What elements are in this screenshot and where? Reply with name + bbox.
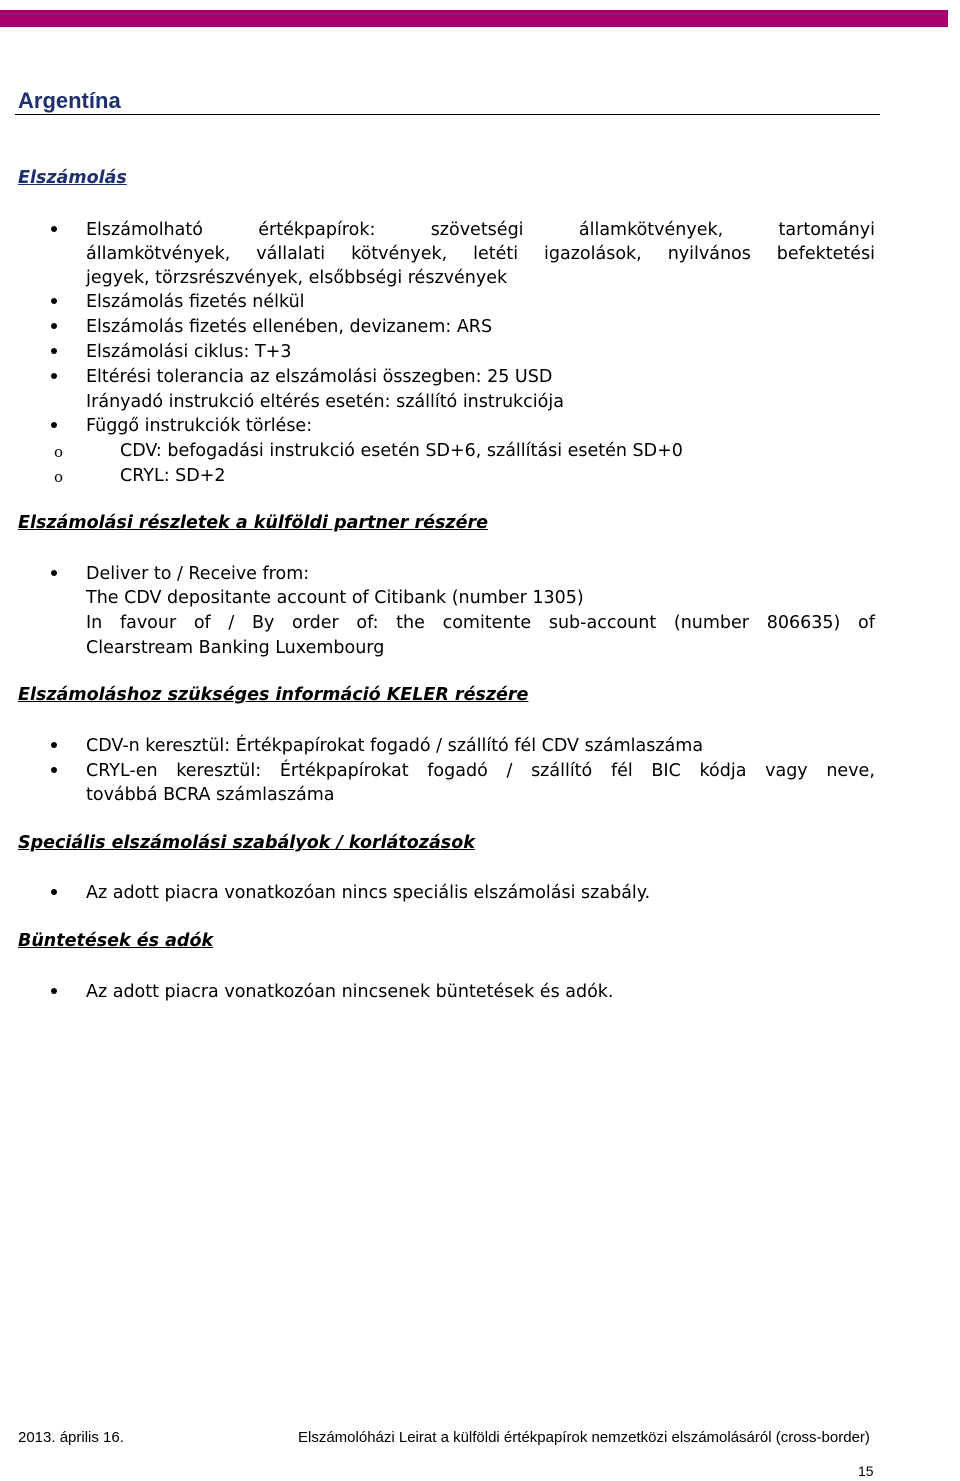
list-item-line: CRYL-en keresztül: Értékpapírokat fogadó / szállító fél BIC kódja vagy neve, bbox=[86, 761, 875, 781]
list-item: Az adott piacra vonatkozóan nincs speciális elszámolási szabály. bbox=[86, 883, 651, 903]
list-item: Eltérési tolerancia az elszámolási összegben: 25 USD bbox=[86, 367, 553, 387]
list-item: CDV-n keresztül: Értékpapírokat fogadó / szállító fél CDV számlaszáma bbox=[86, 736, 704, 756]
sub-bullet-icon: o bbox=[54, 443, 64, 461]
bullet-icon bbox=[51, 570, 57, 576]
top-color-bar bbox=[0, 10, 948, 27]
section-heading-special-rules: Speciális elszámolási szabályok / korlátozások bbox=[18, 833, 475, 853]
bullet-icon bbox=[51, 323, 57, 329]
list-item: Az adott piacra vonatkozóan nincsenek büntetések és adók. bbox=[86, 982, 614, 1002]
section-heading-penalties-taxes: Büntetések és adók bbox=[18, 931, 214, 951]
section-heading-elszamolas: Elszámolás bbox=[18, 168, 127, 188]
bullet-icon bbox=[51, 422, 57, 428]
title-underline-rule bbox=[15, 114, 880, 115]
bullet-icon bbox=[51, 988, 57, 994]
bullet-icon bbox=[51, 348, 57, 354]
list-item-line: In favour of / By order of: the comitente sub-account (number 806635) of bbox=[86, 613, 875, 633]
sub-list-item: CDV: befogadási instrukció esetén SD+6, szállítási esetén SD+0 bbox=[120, 441, 683, 461]
list-item-line: államkötvények, vállalati kötvények, letéti igazolások, nyilvános befektetési bbox=[86, 244, 875, 264]
list-item-line: jegyek, törzsrészvények, elsőbbségi részvények bbox=[86, 268, 508, 288]
list-item-line: The CDV depositante account of Citibank (number 1305) bbox=[86, 588, 584, 608]
page-number: 15 bbox=[858, 1463, 874, 1479]
section-heading-keler-info: Elszámoláshoz szükséges információ KELER részére bbox=[18, 685, 529, 705]
bullet-icon bbox=[51, 889, 57, 895]
list-item: Deliver to / Receive from: bbox=[86, 564, 310, 584]
sub-list-item: CRYL: SD+2 bbox=[120, 466, 226, 486]
list-item-line: továbbá BCRA számlaszáma bbox=[86, 785, 335, 805]
list-item-line: Irányadó instrukció eltérés esetén: szállító instrukciója bbox=[86, 392, 564, 412]
footer-date: 2013. április 16. bbox=[18, 1429, 124, 1446]
list-item: Elszámolási ciklus: T+3 bbox=[86, 342, 292, 362]
sub-bullet-icon: o bbox=[54, 468, 64, 486]
bullet-icon bbox=[51, 226, 57, 232]
list-item-line: Elszámolható értékpapírok: szövetségi államkötvények, tartományi bbox=[86, 220, 875, 240]
bullet-icon bbox=[51, 767, 57, 773]
list-item: Függő instrukciók törlése: bbox=[86, 416, 313, 436]
list-item: Elszámolás fizetés ellenében, devizanem: ARS bbox=[86, 317, 493, 337]
list-item: Elszámolás fizetés nélkül bbox=[86, 292, 305, 312]
list-item-line: Clearstream Banking Luxembourg bbox=[86, 638, 385, 658]
bullet-icon bbox=[51, 373, 57, 379]
bullet-icon bbox=[51, 298, 57, 304]
bullet-icon bbox=[51, 742, 57, 748]
page-title: Argentína bbox=[18, 88, 121, 113]
section-heading-partner-details: Elszámolási részletek a külföldi partner részére bbox=[18, 513, 488, 533]
footer-document-title: Elszámolóházi Leirat a külföldi értékpapírok nemzetközi elszámolásáról (cross-border) bbox=[298, 1429, 870, 1446]
